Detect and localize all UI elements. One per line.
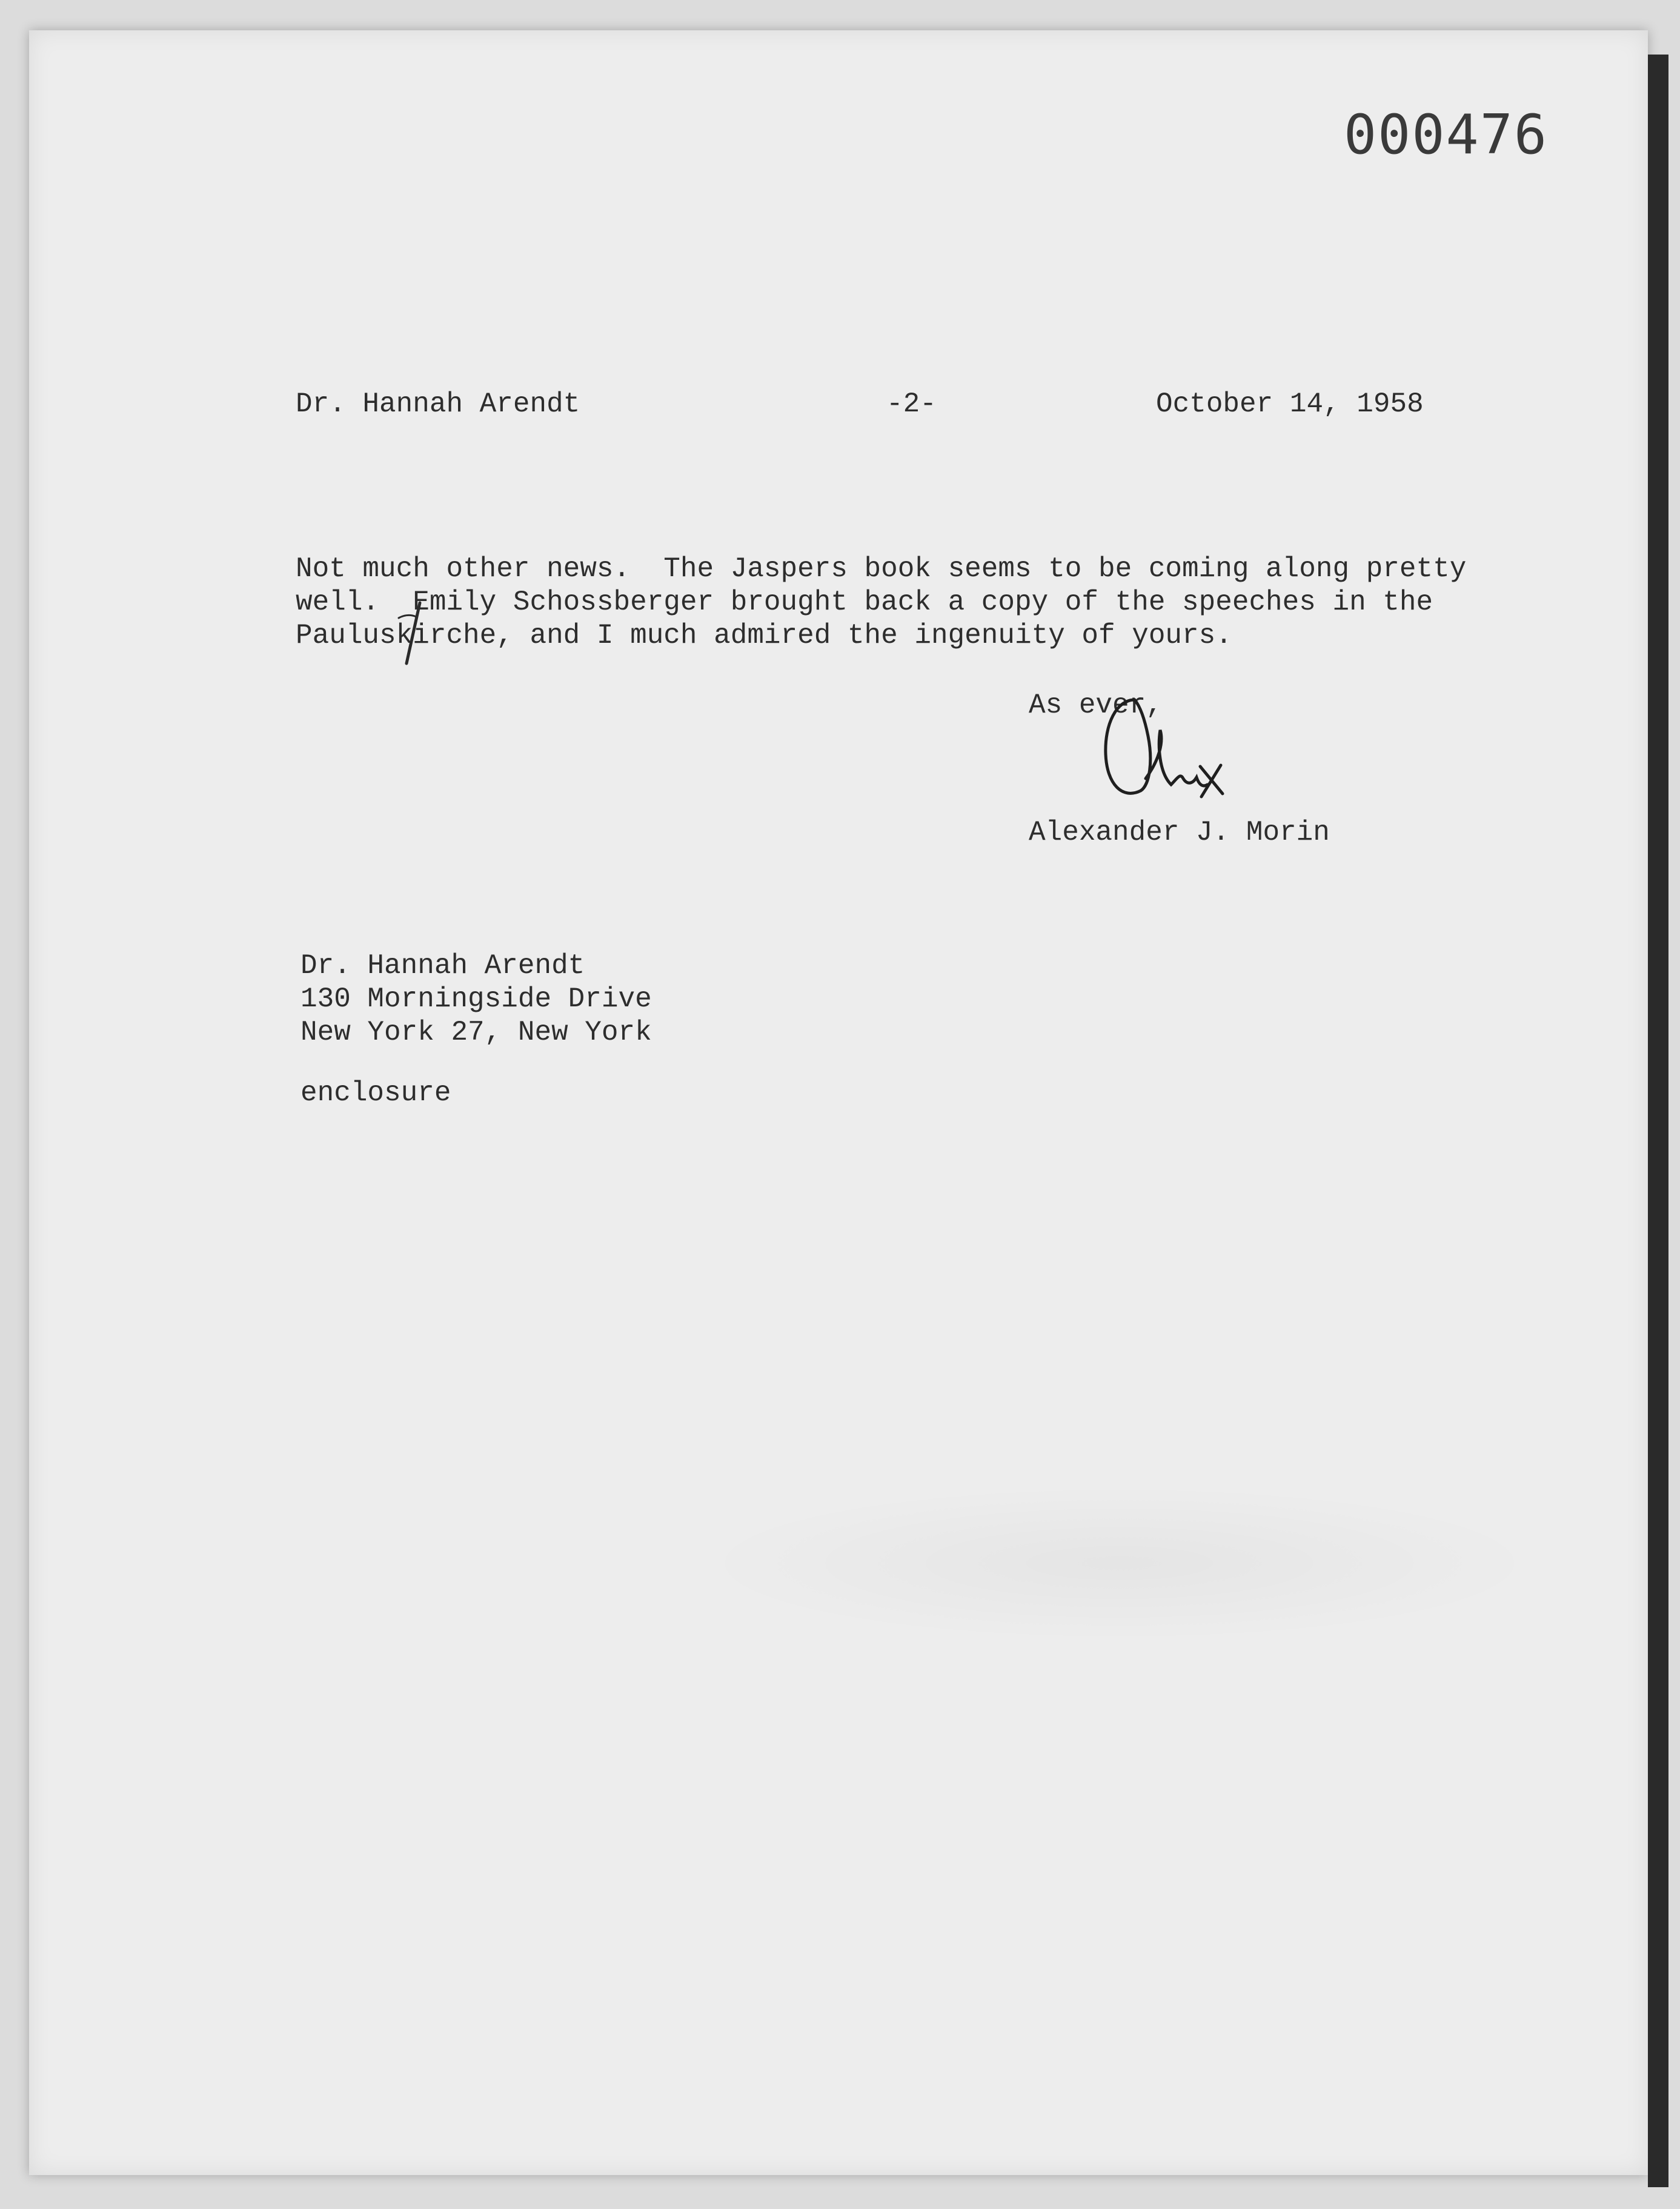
header-recipient: Dr. Hannah Arendt	[296, 388, 580, 420]
body-line-2: well. Emily Schossberger brought back a copy of the speeches in the	[296, 586, 1433, 618]
body-line-1: Not much other news. The Jaspers book seems to be coming along pretty	[296, 553, 1467, 585]
body-line-3: Pauluskirche, and I much admired the ingenuity of yours.	[296, 620, 1232, 651]
address-line-2: 130 Morningside Drive	[300, 983, 652, 1015]
enclosure-note: enclosure	[300, 1077, 451, 1109]
header-date: October 14, 1958	[1156, 388, 1424, 420]
address-line-1: Dr. Hannah Arendt	[300, 950, 585, 982]
handwritten-signature	[1092, 688, 1238, 821]
letter-page	[29, 30, 1648, 2175]
address-line-3: New York 27, New York	[300, 1017, 652, 1048]
signer-name: Alexander J. Morin	[1029, 817, 1330, 848]
header-page-number: -2-	[886, 388, 937, 420]
archive-stamp-number: 000476	[1344, 103, 1549, 167]
handwritten-correction-mark	[396, 600, 432, 666]
closing-salutation: As ever,	[1029, 689, 1163, 721]
paper-smudge	[696, 1484, 1544, 1642]
